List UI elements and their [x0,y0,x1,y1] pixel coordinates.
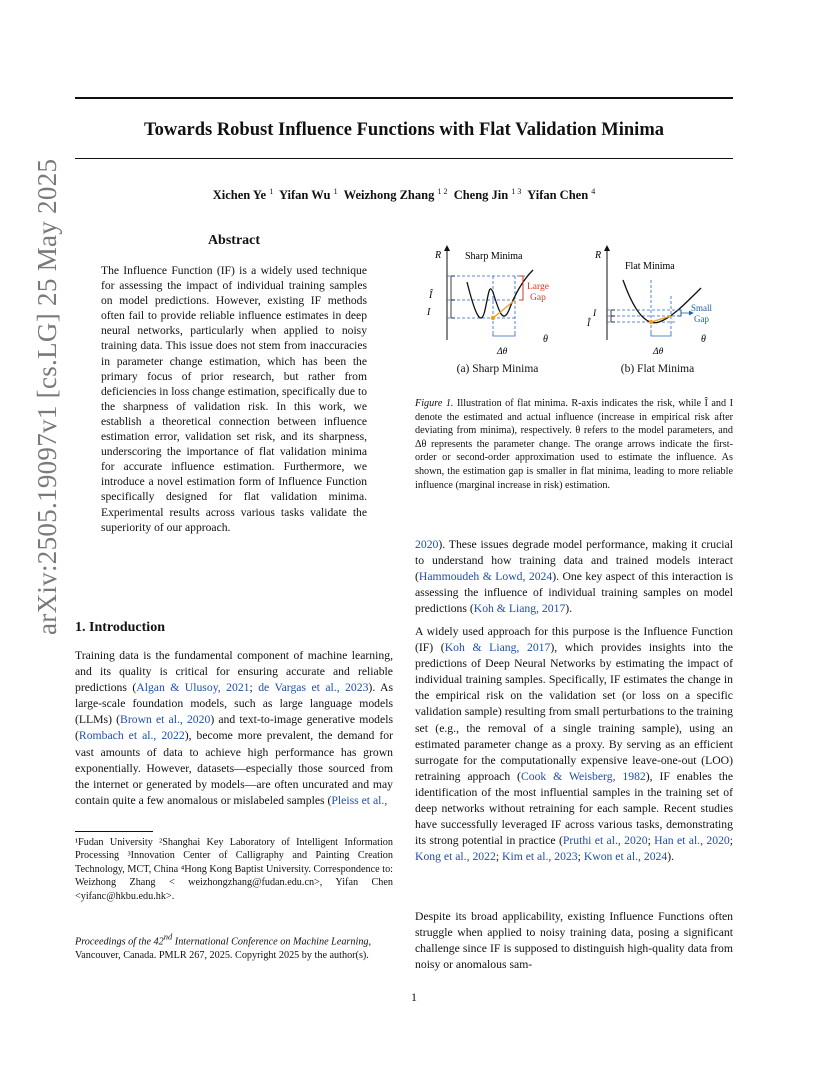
svg-text:Gap: Gap [694,314,709,324]
citation-link[interactable]: Cook & Weisberg, 1982 [520,769,646,783]
title-rule-top [75,97,733,99]
body-paragraph: 2020). These issues degrade model performance, making it crucial to understand how training data and trained models interact (Hammoudeh & Lowd, 2024). One key aspect of this interaction is assessing the influence of individual training samples on model predictions (Koh & Liang, 2017). [415,538,733,616]
i-hat-label: Î [587,319,591,329]
small-gap-label: Small [691,303,713,313]
abstract-text: The Influence Function (IF) is a widely used technique for assessing the impact of individual training samples on model predictions. However, existing IF methods often fail to provide reliable influence estimates in deep neural networks, particularly when applied to noisy training data. This issue does not stem from inaccuracies in parameter change estimation, which has been the primary focus of prior research, but rather from deficiencies in loss change estimation, specifically due to the sharpness of validation risk. In this work, we establish a theoretical connection between influence estimation error, validation set risk, and its sharpness, underscoring the importance of flat validation minima for accurate influence estimation. Furthermore, we introduce a novel estimation form of Influence Function specifically designed for flat validation minima. Experimental results across various tasks validate the superiority of our approach. [101,264,367,534]
proceedings-note: Proceedings of the 42nd International Conference on Machine Learning, Vancouver, Canada. PMLR 267, 2025. Copyright 2025 by the author(s). [75,932,372,961]
intro-heading: 1. Introduction [75,620,165,635]
large-gap-label: Large [527,282,549,292]
citation-link[interactable]: Kong et al., 2022 [415,850,496,864]
citation-link[interactable]: Kwon et al., 2024 [583,850,668,864]
citation-link[interactable]: Hammoudeh & Lowd, 2024 [418,570,553,584]
body-paragraph: Despite its broad applicability, existing Influence Functions often struggle when applied to noisy training data, posing a significant challenge since IF is supposed to distinguish high-quality data from noisy or anomalous sam- [415,910,733,972]
citation-link[interactable]: Brown et al., 2020 [120,713,211,727]
page-number: 1 [411,990,417,1004]
author-list [75,187,733,203]
subcaption-a: (a) Sharp Minima [456,363,539,375]
abstract-heading: Abstract [207,233,261,248]
svg-text:Gap: Gap [530,293,546,303]
i-true-label: I [593,309,597,319]
figure-1 [415,240,733,382]
delta-theta-label: Δθ [653,347,664,357]
panel-title: Sharp Minima [465,251,523,262]
author: Xichen Ye $^1$ [212,187,274,203]
subcaption-b: (b) Flat Minima [620,363,695,375]
title-rule-bottom [75,158,733,159]
citation-link[interactable]: Pruthi et al., 2020 [562,834,648,848]
theta-label: θ [543,334,548,345]
citation-link[interactable]: Koh & Liang, 2017 [473,602,566,616]
citation-link[interactable]: Algan & Ulusoy, 2021 [136,681,250,695]
intro-paragraph: Training data is the fundamental component of machine learning, and its quality is critical for ensuring accurate and reliable predictions (Algan & Ulusoy, 2021; de Vargas et al., 2023). As large-scale foundation models, such as large language models (LLMs) (Brown et al., 2020) and text-to-image generative models (Rombach et al., 2022), become more prevalent, the demand for vast amounts of data to achieve high performance has grown exponentially. However, datasets—especially those sourced from the internet or generated by models—are often uncurated and may contain quite a few anomalous or mislabeled samples (Pleiss et al., [75,649,394,807]
body-paragraph: A widely used approach for this purpose is the Influence Function (IF) (Koh & Liang, 2017), which provides insights into the predictions of Deep Neural Networks by estimating the impact of individual training samples. Specifically, IF estimates the change in the empirical risk on the validation set (or loss on a specific validation sample) resulting from small perturbations to the training set (e.g., the removal of a single training sample), using an estimated parameter change as a proxy. By serving as an efficient surrogate for the computationally expensive leave-one-out (LOO) retraining approach (Cook & Weisberg, 1982), IF enables the identification of the most influential samples in the training set of deep networks without retraining for each sample. Recent studies have successfully leveraged IF across various tasks, demonstrating its strong potential in practice (Pruthi et al., 2020; Han et al., 2020; Kong et al., 2022; Kim et al., 2023; Kwon et al., 2024). [415,625,734,864]
citation-link[interactable]: 2020 [415,538,439,551]
panel-flat-minima [586,246,713,357]
i-hat-label: Î [429,290,433,301]
paper-title: Towards Robust Influence Functions with Flat Validation Minima [144,120,664,140]
theta-label: θ [701,334,706,345]
affiliations-footnote: ¹Fudan University ²Shanghai Key Laboratory of Intelligent Information Processing ³Innovation Center of Calligraphy and Painting Creation Technology, MCT, China ⁴Hong Kong Baptist University. Correspondence to: Weizhong Zhang < weizhongzhang@fudan.edu.cn>, Yifan Chen <yifanc@hkbu.edu.hk>. [75,837,393,902]
citation-link[interactable]: de Vargas et al., 2023 [258,681,369,695]
citation-link[interactable]: Koh & Liang, 2017 [444,641,551,655]
footnote-rule [75,831,153,832]
panel-title: Flat Minima [625,261,675,272]
citation-link[interactable]: Kim et al., 2023 [502,850,578,864]
citation-link[interactable]: Rombach et al., 2022 [78,729,185,743]
delta-theta-label: Δθ [497,347,508,357]
figure-1-diagram [415,240,733,365]
figure-caption: Figure 1. Illustration of flat minima. R-axis indicates the risk, while Î and I denote the estimated and actual influence (increase in empirical risk after deviating from minima), respectively. θ refers to the model parameters, and Δθ represents the parameter change. The orange arrows indicate the first-order or second-order approximation used to estimate the influence. As shown, the estimation gap is smaller in flat minima, leading to more reliable influence (marginal increase in risk) estimation. [415,398,733,491]
author: Cheng Jin $^{1 3}$ [453,187,522,203]
author: Yifan Wu $^1$ [278,187,338,203]
citation-link[interactable]: Han et al., 2020 [654,834,730,848]
panel-sharp-minima [426,246,555,357]
r-axis-label: R [595,250,602,261]
author: Yifan Chen $^4$ [527,187,596,203]
r-axis-label: R [435,250,442,261]
i-true-label: I [427,307,431,318]
citation-link[interactable]: Pleiss et al., [331,793,388,807]
author: Weizhong Zhang $^{1 2}$ [343,187,448,203]
